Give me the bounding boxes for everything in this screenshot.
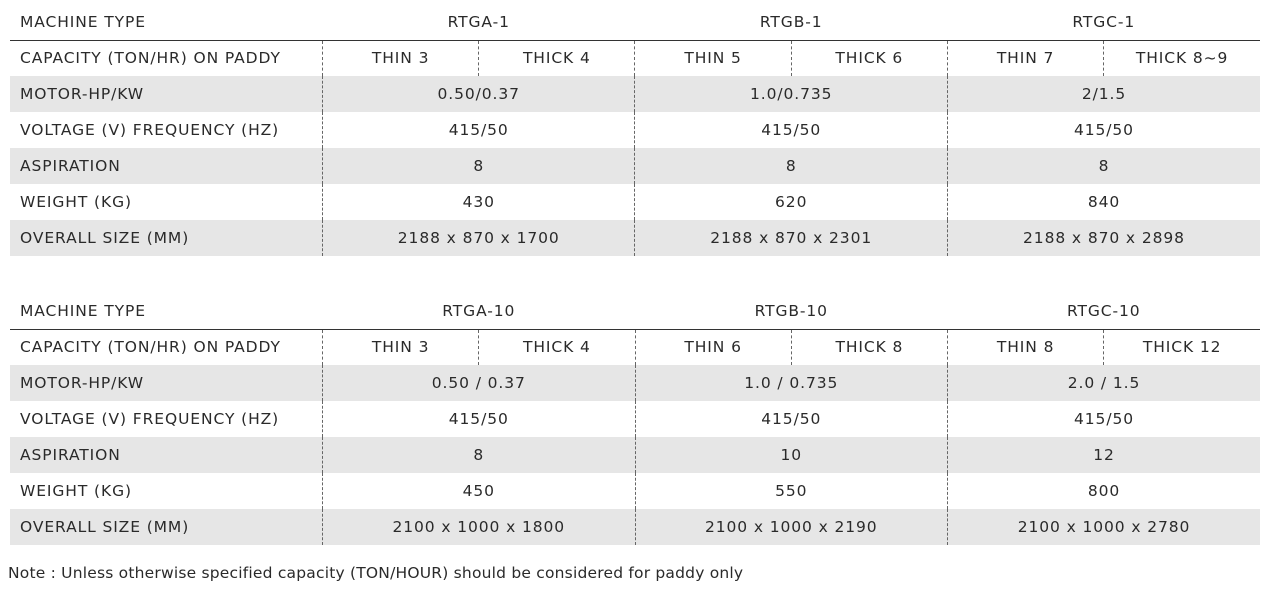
capacity-thick: THICK 6 xyxy=(791,40,947,76)
capacity-thick: THICK 8 xyxy=(791,329,947,365)
cell-value: 2188 x 870 x 1700 xyxy=(322,220,634,256)
header-row xyxy=(10,293,1260,329)
capacity-thick: THICK 4 xyxy=(479,40,635,76)
capacity-thin: THIN 5 xyxy=(635,40,791,76)
model-name: RTGC-1 xyxy=(947,4,1260,40)
capacity-thick: THICK 8~9 xyxy=(1104,40,1260,76)
cell-value: 0.50 / 0.37 xyxy=(323,365,636,401)
capacity-thick: THICK 4 xyxy=(479,329,635,365)
size-row xyxy=(10,220,1260,256)
weight-row xyxy=(10,184,1260,220)
model-name: RTGC-10 xyxy=(948,293,1261,329)
row-label: VOLTAGE (V) FREQUENCY (HZ) xyxy=(20,121,280,139)
voltage-row xyxy=(10,401,1260,437)
cell-value: 415/50 xyxy=(322,112,634,148)
capacity-thin: THIN 6 xyxy=(635,329,791,365)
row-label: VOLTAGE (V) FREQUENCY (HZ) xyxy=(20,410,280,428)
cell-value: 2188 x 870 x 2898 xyxy=(947,220,1260,256)
cell-value: 2188 x 870 x 2301 xyxy=(635,220,947,256)
cell-value: 2100 x 1000 x 1800 xyxy=(323,509,636,545)
row-label: WEIGHT (KG) xyxy=(20,482,132,500)
capacity-row xyxy=(10,329,1260,365)
cell-value: 415/50 xyxy=(635,401,948,437)
header-row xyxy=(10,4,1260,40)
capacity-thin: THIN 8 xyxy=(948,329,1104,365)
cell-value: 415/50 xyxy=(948,401,1261,437)
cell-value: 2/1.5 xyxy=(947,76,1260,112)
cell-value: 2100 x 1000 x 2190 xyxy=(635,509,948,545)
aspiration-row xyxy=(10,437,1260,473)
cell-value: 415/50 xyxy=(323,401,636,437)
cell-value: 415/50 xyxy=(635,112,947,148)
cell-value: 430 xyxy=(322,184,634,220)
row-label: OVERALL SIZE (MM) xyxy=(10,220,322,256)
row-label: ASPIRATION xyxy=(10,437,323,473)
cell-value: 8 xyxy=(947,148,1260,184)
model-name: RTGB-1 xyxy=(635,4,947,40)
machine-type-label: MACHINE TYPE xyxy=(10,4,322,40)
voltage-row xyxy=(10,112,1260,148)
cell-value: 8 xyxy=(323,437,636,473)
motor-row xyxy=(10,365,1260,401)
cell-value: 450 xyxy=(323,473,636,509)
capacity-label: CAPACITY (TON/HR) ON PADDY xyxy=(20,49,281,68)
cell-value: 2.0 / 1.5 xyxy=(948,365,1261,401)
capacity-label: CAPACITY (TON/HR) ON PADDY xyxy=(20,338,281,357)
capacity-thin: THIN 7 xyxy=(947,40,1103,76)
cell-value: 1.0/0.735 xyxy=(635,76,947,112)
row-label: OVERALL SIZE (MM) xyxy=(10,509,323,545)
cell-value: 550 xyxy=(635,473,948,509)
cell-value: 12 xyxy=(948,437,1261,473)
machine-type-label: MACHINE TYPE xyxy=(10,293,323,329)
cell-value: 0.50/0.37 xyxy=(322,76,634,112)
footnote: Note : Unless otherwise specified capacity (TON/HOUR) should be considered for paddy only xyxy=(8,564,744,582)
row-label: WEIGHT (KG) xyxy=(20,193,132,211)
cell-value: 415/50 xyxy=(947,112,1260,148)
spec-table-2 xyxy=(10,293,1260,545)
weight-row xyxy=(10,473,1260,509)
size-row xyxy=(10,509,1260,545)
cell-value: 8 xyxy=(635,148,947,184)
row-label: ASPIRATION xyxy=(10,148,322,184)
row-label: MOTOR-HP/KW xyxy=(10,76,322,112)
motor-row xyxy=(10,76,1260,112)
cell-value: 620 xyxy=(635,184,947,220)
cell-value: 2100 x 1000 x 2780 xyxy=(948,509,1261,545)
capacity-row xyxy=(10,40,1260,76)
row-label: MOTOR-HP/KW xyxy=(10,365,323,401)
aspiration-row xyxy=(10,148,1260,184)
cell-value: 840 xyxy=(947,184,1260,220)
capacity-thin: THIN 3 xyxy=(322,40,478,76)
cell-value: 1.0 / 0.735 xyxy=(635,365,948,401)
capacity-thin: THIN 3 xyxy=(323,329,479,365)
spec-table-1 xyxy=(10,4,1260,256)
cell-value: 800 xyxy=(948,473,1261,509)
capacity-thick: THICK 12 xyxy=(1104,329,1260,365)
cell-value: 8 xyxy=(322,148,634,184)
model-name: RTGB-10 xyxy=(635,293,948,329)
model-name: RTGA-1 xyxy=(322,4,634,40)
model-name: RTGA-10 xyxy=(323,293,636,329)
cell-value: 10 xyxy=(635,437,948,473)
